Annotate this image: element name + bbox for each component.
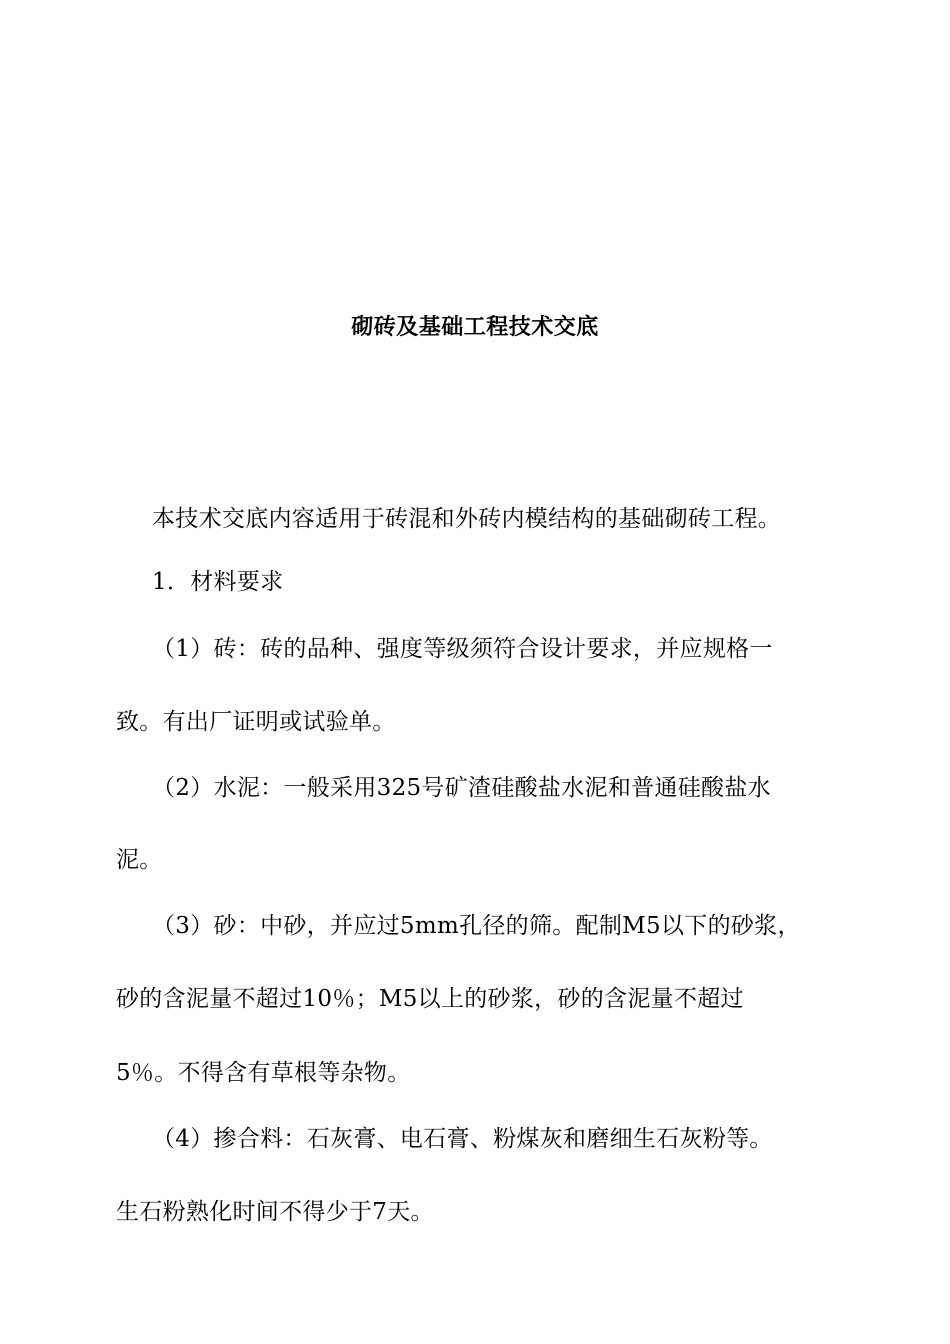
section-heading-materials: 1．材料要求 (152, 569, 284, 595)
item-1-line-1: （1）砖：砖的品种、强度等级须符合设计要求，并应规格一 (152, 636, 773, 662)
item-2-line-2: 泥。 (116, 847, 163, 873)
item-1-line-2: 致。有出厂证明或试验单。 (116, 709, 396, 735)
item-2-line-1: （2）水泥：一般采用325号矿渣硅酸盐水泥和普通硅酸盐水 (152, 775, 771, 801)
item-3-line-1: （3）砂：中砂，并应过5mm孔径的筛。配制M5以下的砂浆， (152, 913, 801, 939)
item-3-line-2: 砂的含泥量不超过10％；M5以上的砂浆，砂的含泥量不超过 (116, 986, 744, 1012)
item-3-line-3: 5％。不得含有草根等杂物。 (116, 1060, 411, 1086)
item-4-line-2: 生石粉熟化时间不得少于7天。 (116, 1199, 434, 1225)
paragraph-intro: 本技术交底内容适用于砖混和外砖内模结构的基础砌砖工程。 (152, 506, 782, 532)
document-title: 砌砖及基础工程技术交底 (351, 315, 599, 340)
item-4-line-1: （4）掺合料：石灰膏、电石膏、粉煤灰和磨细生石灰粉等。 (152, 1126, 773, 1152)
